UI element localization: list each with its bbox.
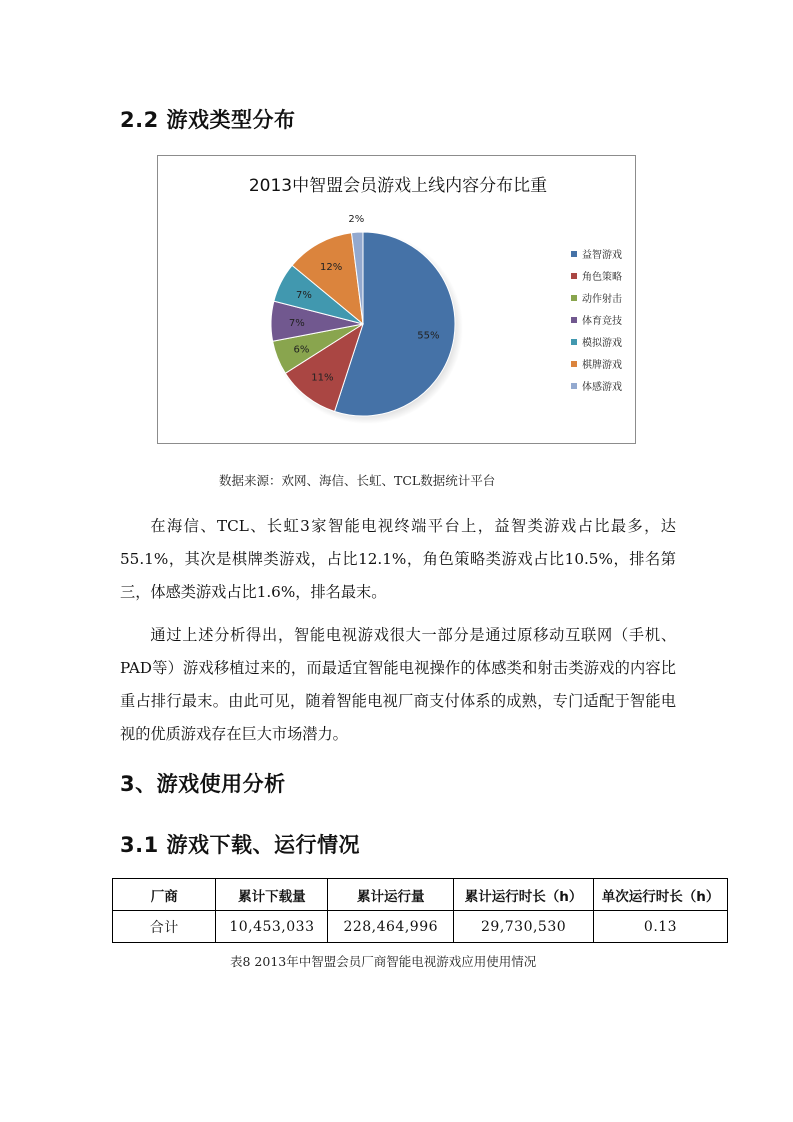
legend-label-6: 棋牌游戏 — [582, 360, 622, 371]
table-cell: 228,464,996 — [328, 911, 454, 943]
legend-label-7: 体感游戏 — [582, 382, 622, 393]
legend-swatch-3 — [571, 295, 577, 301]
pie-value-label: 7% — [288, 317, 305, 329]
table-row — [113, 911, 728, 943]
pie-chart-frame — [157, 155, 636, 444]
table-header-cell: 累计下载量 — [216, 879, 328, 911]
legend-label-2: 角色策略 — [582, 272, 622, 283]
section-heading-3: 3、游戏使用分析 — [120, 772, 286, 796]
usage-table — [112, 878, 728, 943]
legend-swatch-4 — [571, 317, 577, 323]
chart-title: 2013中智盟会员游戏上线内容分布比重 — [248, 176, 548, 196]
section-heading-3-1: 3.1 游戏下载、运行情况 — [120, 833, 361, 857]
table-header-cell: 累计运行时长（h） — [454, 879, 594, 911]
table-cell: 10,453,033 — [216, 911, 328, 943]
legend-swatch-7 — [571, 383, 577, 389]
legend-swatch-1 — [571, 251, 577, 257]
legend-swatch-5 — [571, 339, 577, 345]
pie-chart — [158, 156, 637, 445]
pie-value-label: 11% — [311, 372, 334, 384]
legend-label-3: 动作射击 — [582, 294, 622, 305]
legend-label-1: 益智游戏 — [582, 250, 622, 261]
table-cell: 29,730,530 — [454, 911, 594, 943]
legend-label-4: 体育竞技 — [582, 316, 622, 327]
pie-value-label: 6% — [293, 344, 310, 356]
paragraph-1: 在海信、TCL、长虹3家智能电视终端平台上，益智类游戏占比最多，达55.1%，其次是棋牌类游戏，占比12.1%，角色策略类游戏占比10.5%，排名第三，体感类游戏占比1.6%，排名最末。 — [120, 517, 676, 601]
section-heading-2-2: 2.2 游戏类型分布 — [120, 108, 296, 132]
pie-value-label: 7% — [296, 289, 312, 301]
table-caption: 表8 2013年中智盟会员厂商智能电视游戏应用使用情况 — [230, 954, 537, 969]
chart-legend — [571, 248, 622, 393]
chart-source-caption: 数据来源：欢网、海信、长虹、TCL数据统计平台 — [219, 473, 496, 488]
table-header-row — [113, 879, 728, 911]
legend-swatch-6 — [571, 361, 577, 367]
legend-swatch-2 — [571, 273, 577, 279]
pie-value-label: 12% — [319, 261, 343, 273]
table-cell: 0.13 — [594, 911, 728, 943]
paragraph-2: 通过上述分析得出，智能电视游戏很大一部分是通过原移动互联网（手机、PAD等）游戏移植过来的，而最适宜智能电视操作的体感类和射击类游戏的内容比重占排行最末。由此可见，随着智能电视厂商支付体系的成熟，专门适配于智能电视的优质游戏存在巨大市场潜力。 — [120, 626, 676, 743]
table-header-cell: 单次运行时长（h） — [594, 879, 728, 911]
pie-value-label: 2% — [348, 214, 365, 226]
table-header-cell: 厂商 — [113, 879, 216, 911]
table-header-cell: 累计运行量 — [328, 879, 454, 911]
table-cell: 合计 — [113, 911, 216, 943]
pie-value-label: 55% — [417, 330, 440, 342]
legend-label-5: 模拟游戏 — [582, 338, 622, 349]
